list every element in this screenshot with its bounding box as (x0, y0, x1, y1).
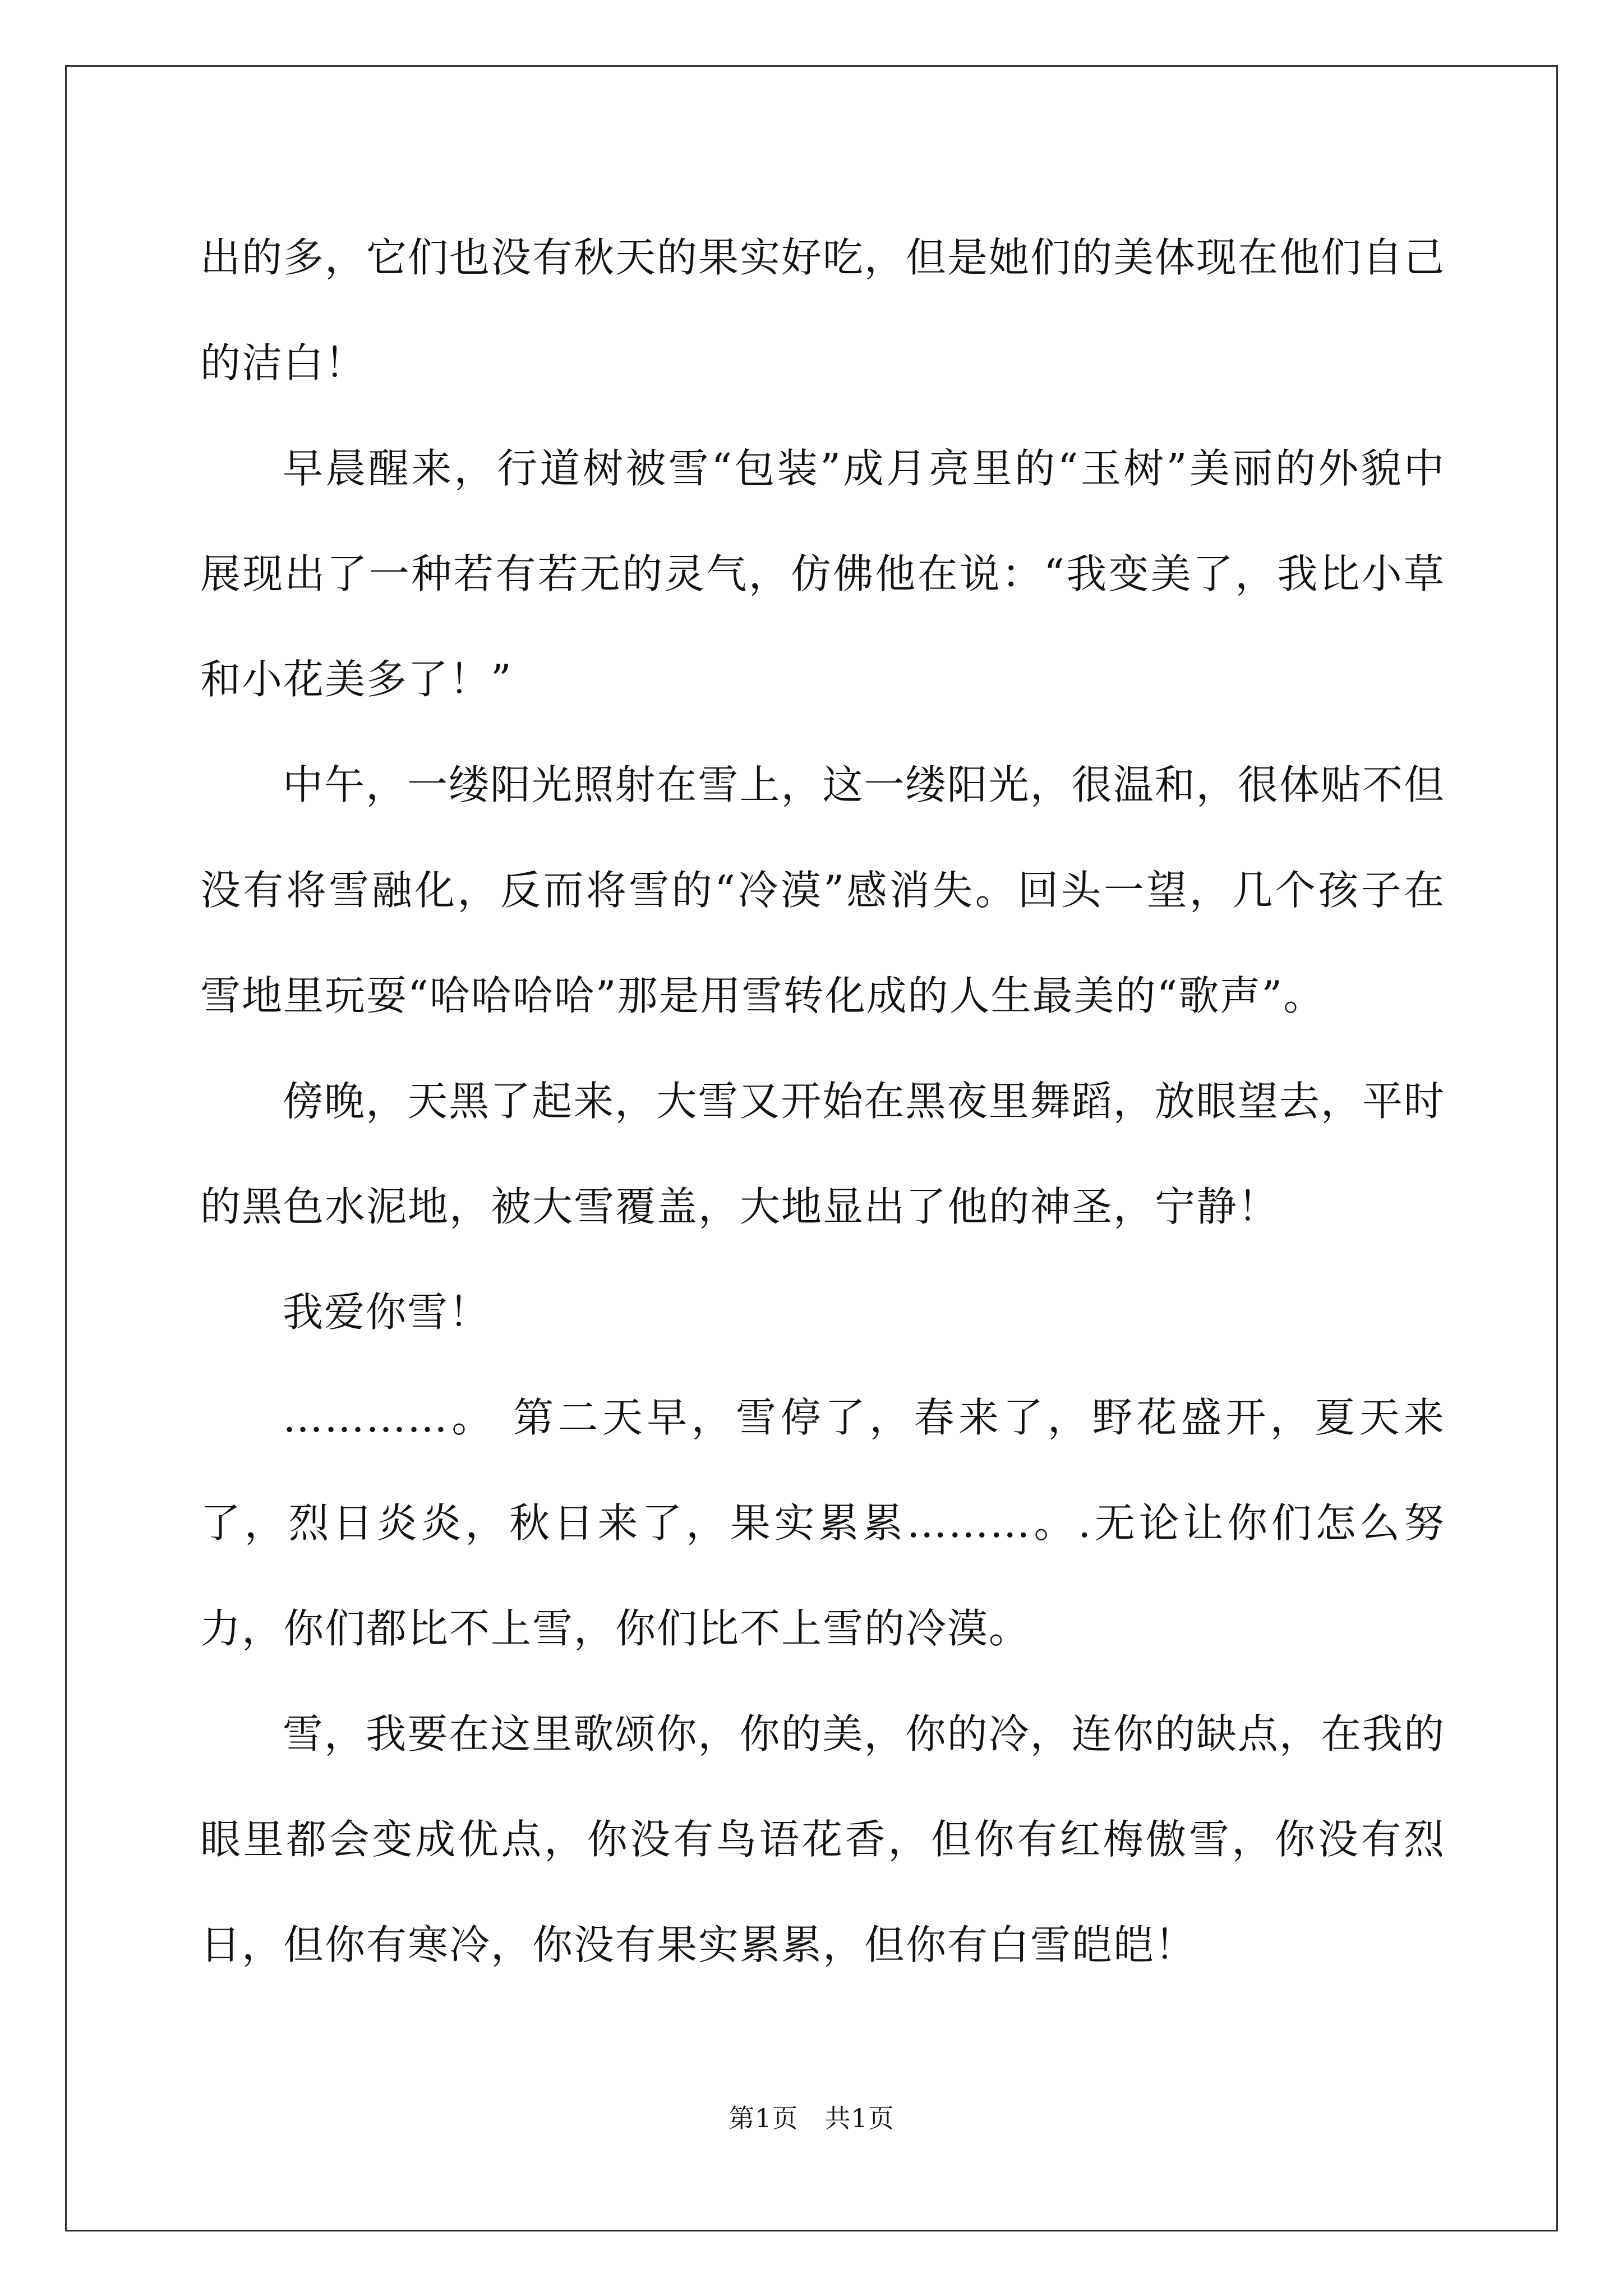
paragraph-seasons: …………。 第二天早，雪停了，春来了，野花盛开，夏天来了，烈日炎炎，秋日来了，果实累累………。.无论让你们怎么努力，你们都比不上雪，你们比不上雪的冷漠。 (200, 1394, 1445, 1652)
paragraph-evening: 傍晚，天黑了起来，大雪又开始在黑夜里舞蹈，放眼望去，平时的黑色水泥地，被大雪覆盖，大地显出了他的神圣，宁静！ (200, 1078, 1445, 1230)
paragraph-morning: 早晨醒来，行道树被雪“包装”成月亮里的“玉树”美丽的外貌中展现出了一种若有若无的灵气，仿佛他在说：“我变美了，我比小草和小花美多了！” (200, 445, 1445, 703)
document-body (200, 205, 1445, 1998)
paragraph-continued: 出的多，它们也没有秋天的果实好吃，但是她们的美体现在他们自己的洁白！ (200, 234, 1446, 386)
paragraph-noon: 中午，一缕阳光照射在雪上，这一缕阳光，很温和，很体贴不但没有将雪融化，反而将雪的“冷漠”感消失。回头一望，几个孩子在雪地里玩耍“哈哈哈哈”那是用雪转化成的人生最美的“歌声”。 (200, 761, 1445, 1019)
paragraph-ode: 雪，我要在这里歌颂你，你的美，你的冷，连你的缺点，在我的眼里都会变成优点，你没有鸟语花香，但你有红梅傲雪，你没有烈日，但你有寒冷，你没有果实累累，但你有白雪皑皑！ (200, 1710, 1445, 1968)
paragraph-love-snow: 我爱你雪！ (283, 1289, 491, 1336)
page-number-footer: 第1页 共1页 (728, 2103, 895, 2133)
